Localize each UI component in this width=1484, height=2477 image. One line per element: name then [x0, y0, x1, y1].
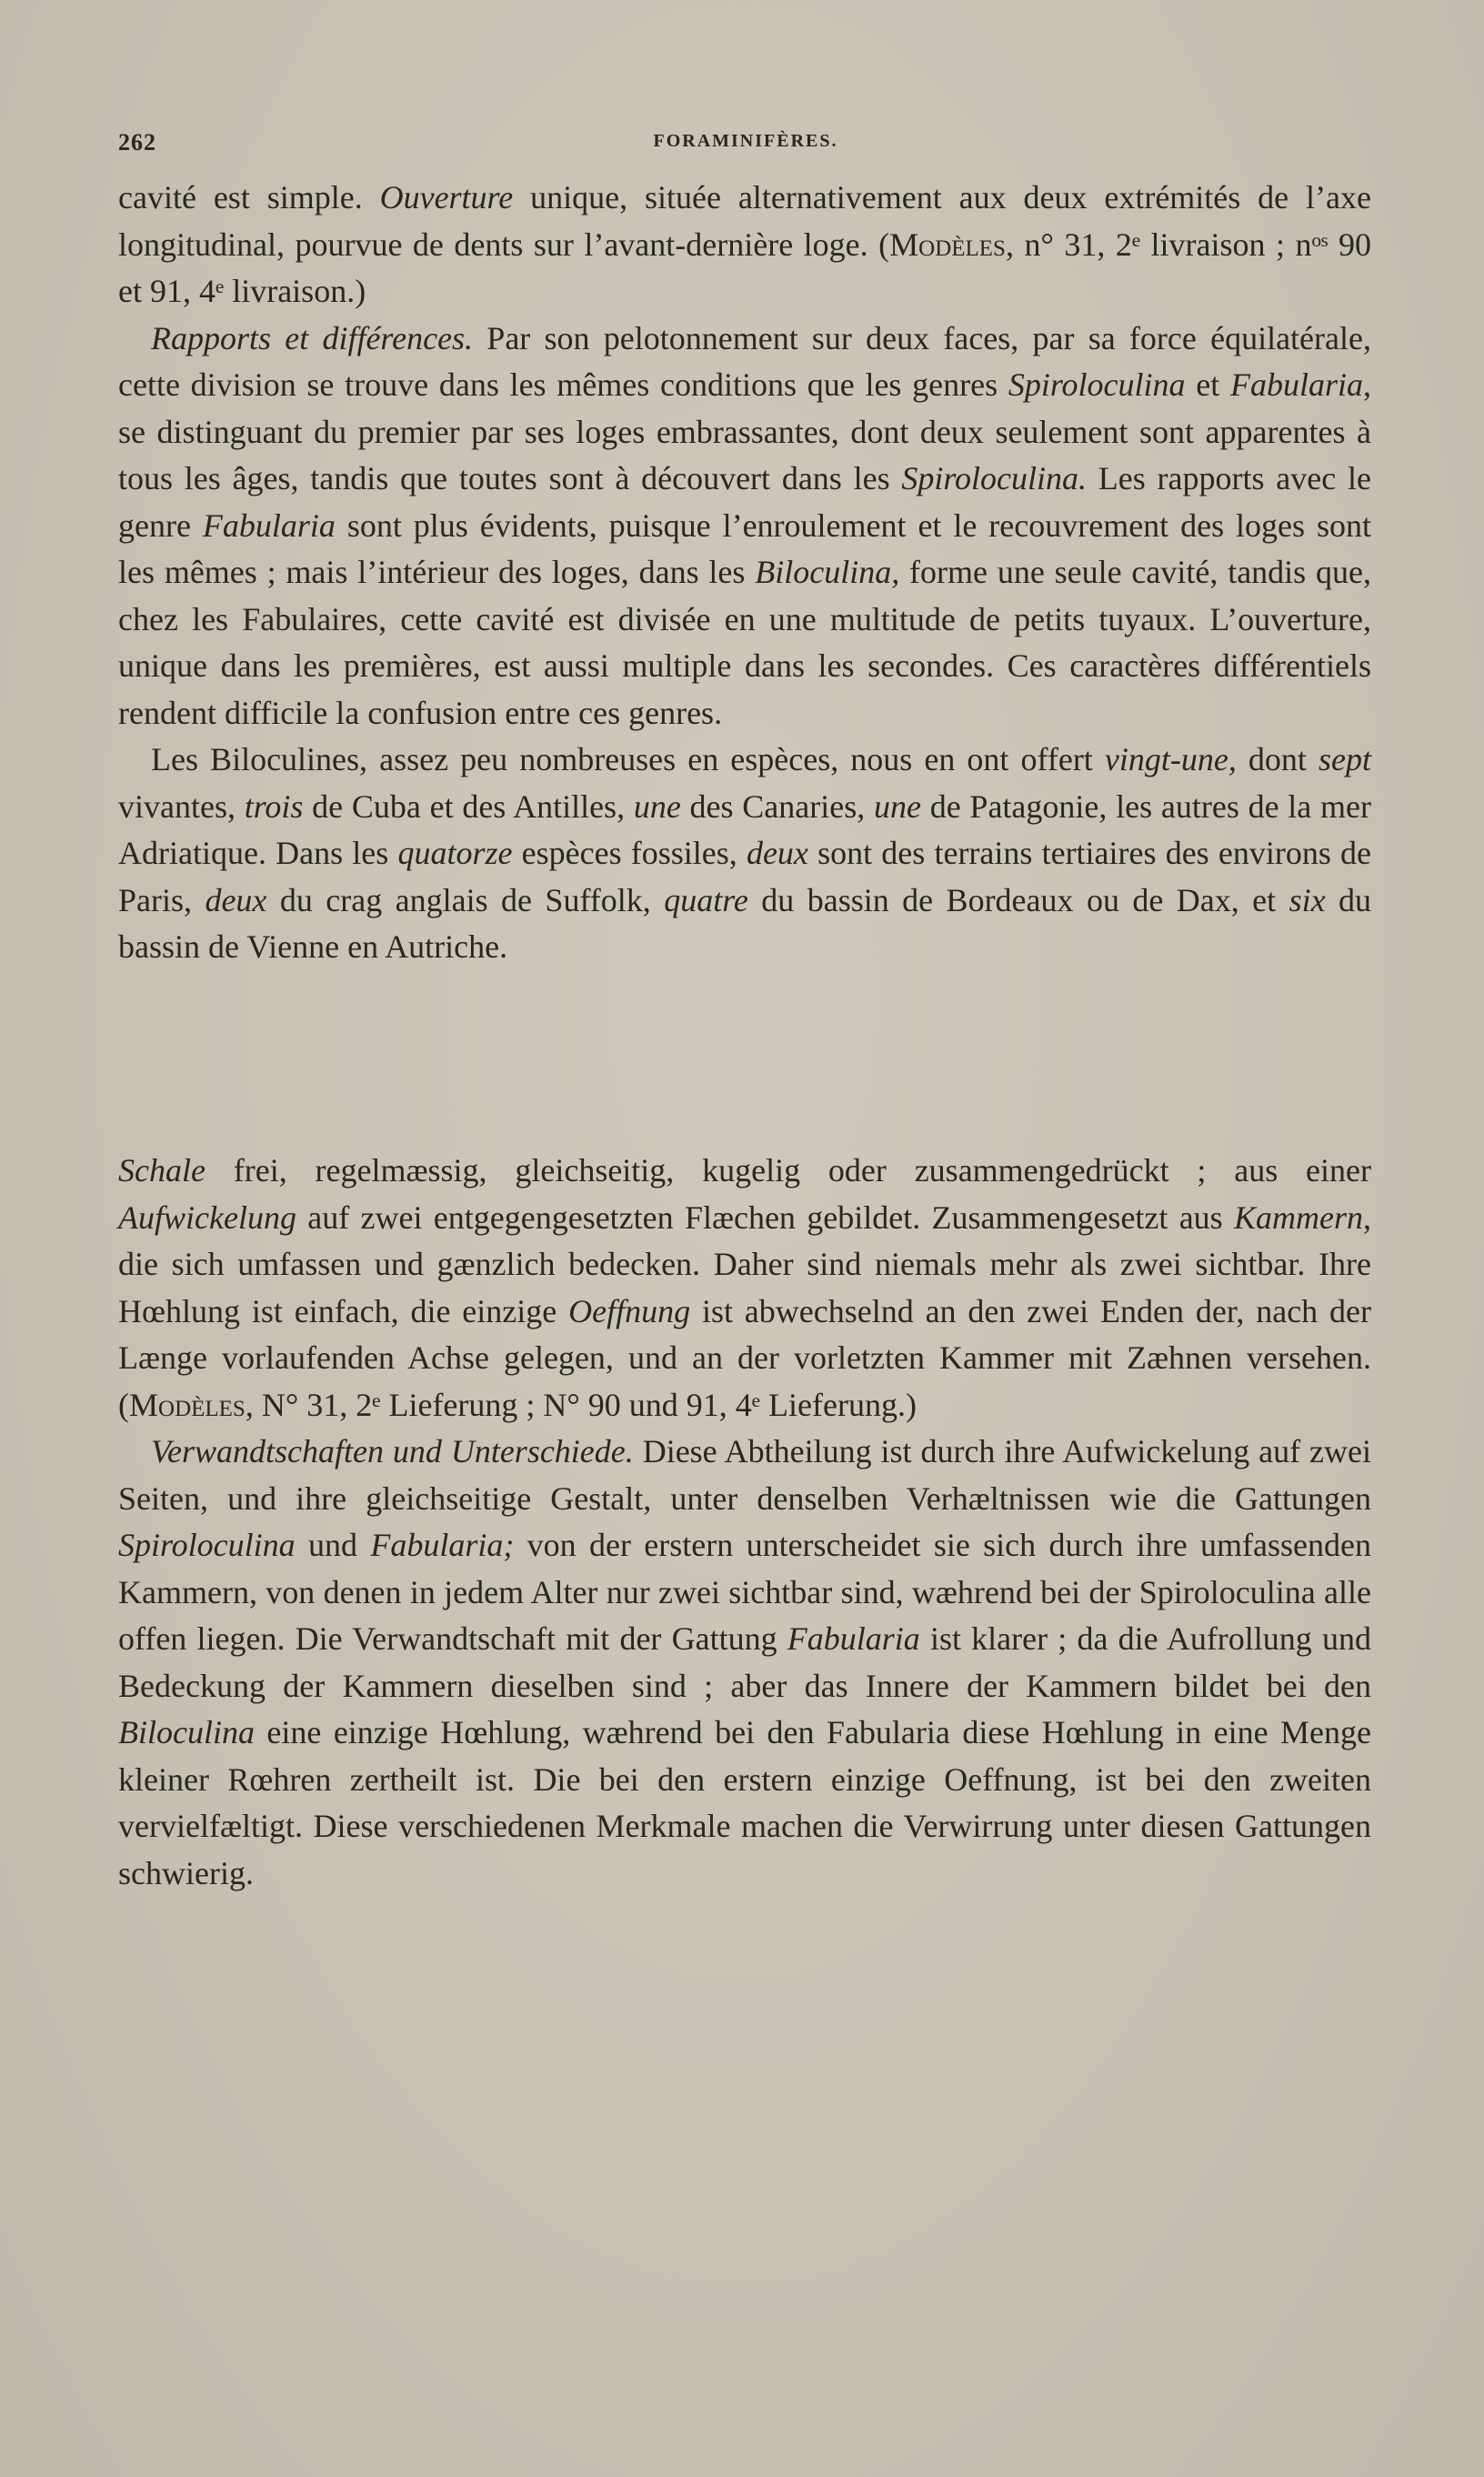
paragraph-fr-2: Rapports et différences. Par son pelotonnement sur deux faces, par sa force équilatérale, cette division se trouve dans les mêmes conditions que les genres Spiroloculina et Fabularia, se distinguant du premier par ses loges embrassantes, dont deux seulement sont apparentes à tous les âges, tandis que toutes sont à découvert dans les Spiroloculina. Les rapports avec le genre Fabularia sont plus évidents, puisque l’enroulement et le recouvrement des loges sont les mêmes ; mais l’intérieur des loges, dans les Biloculina, forme une seule cavité, tandis que, chez les Fabulaires, cette cavité est divisée en une multitude de petits tuyaux. L’ouverture, unique dans les premières, est aussi multiple dans les secondes. Ces caractères différentiels rendent difficile la confusion entre ces genres. [118, 319, 1371, 731]
page-header [118, 129, 1373, 160]
french-section [118, 175, 1371, 971]
paragraph-fr-3: Les Biloculines, assez peu nombreuses en espèces, nous en ont offert vingt-une, dont sept vivantes, trois de Cuba et des Antilles, une des Canaries, une de Patagonie, les autres de la mer Adriatique. Dans les quatorze espèces fossiles, deux sont des terrains tertiaires des environs de Paris, deux du crag anglais de Suffolk, quatre du bassin de Bordeaux ou de Dax, et six du bassin de Vienne en Autriche. [118, 741, 1372, 965]
running-title: FORAMINIFÈRES. [653, 131, 838, 151]
paragraph-de-1: Schale frei, regelmæssig, gleichseitig, kugelig oder zusammengedrückt ; aus einer Aufwickelung auf zwei entgegengesetzten Flæchen gebildet. Zusammengesetzt aus Kammern, die sich umfassen und gænzlich bedecken. Daher sind niemals mehr als zwei sichtbar. Ihre Hœhlung ist einfach, die einzige Oeffnung ist abwechselnd an den zwei Enden der, nach der Længe vorlaufenden Achse gelegen, und an der vorletzten Kammer mit Zæhnen versehen. (Modèles, N° 31, 2ᵉ Lieferung ; N° 90 und 91, 4ᵉ Lieferung.) [118, 1152, 1371, 1423]
page-number: 262 [118, 129, 156, 155]
paragraph-de-2: Verwandtschaften und Unterschiede. Diese Abtheilung ist durch ihre Aufwickelung auf zwei Seiten, und ihre gleichseitige Gestalt, unter denselben Verhæltnissen wie die Gattungen Spiroloculina und Fabularia; von der erstern unterscheidet sie sich durch ihre umfassenden Kammern, von denen in jedem Alter nur zwei sichtbar sind, wæhrend bei der Spiroloculina alle offen liegen. Die Verwandtschaft mit der Gattung Fabularia ist klarer ; da die Aufrollung und Bedeckung der Kammern dieselben sind ; aber das Innere der Kammern bildet bei den Biloculina eine einzige Hœhlung, wæhrend bei den Fabularia diese Hœhlung in eine Menge kleiner Rœhren zertheilt ist. Die bei den erstern einzige Oeffnung, ist bei den zweiten vervielfæltigt. Diese verschiedenen Merkmale machen die Verwirrung unter diesen Gattungen schwierig. [118, 1433, 1372, 1891]
german-section [118, 1148, 1371, 1897]
paragraph-fr-1: cavité est simple. Ouverture unique, située alternativement aux deux extrémités de l’axe longitudinal, pourvue de dents sur l’avant-dernière loge. (Modèles, n° 31, 2ᵉ livraison ; nᵒˢ 90 et 91, 4ᵉ livraison.) [118, 179, 1371, 309]
